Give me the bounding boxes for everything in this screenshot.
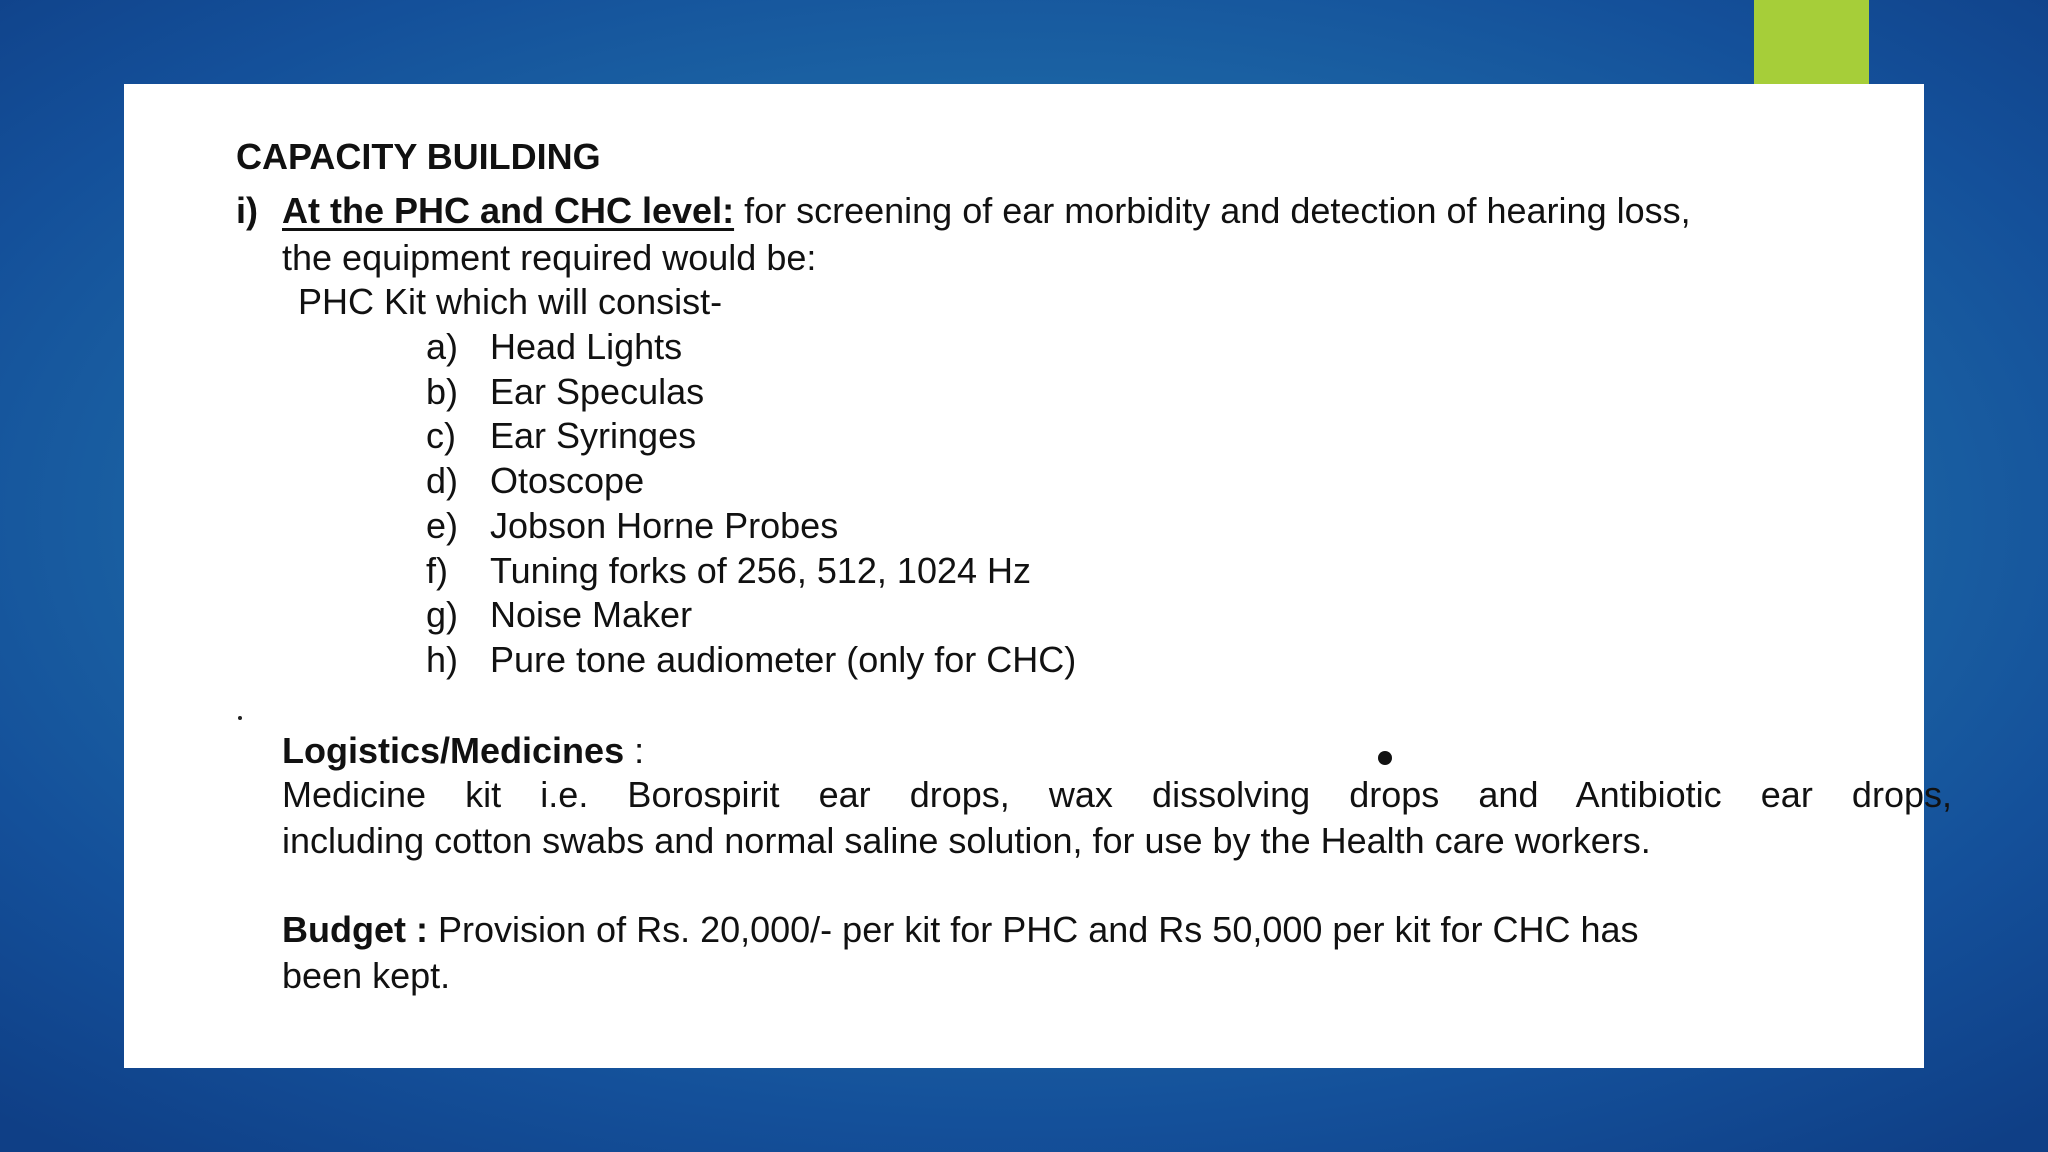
slide-panel: [124, 84, 1952, 1068]
logistics-line-2: including cotton swabs and normal saline solution, for use by the Health care workers.: [282, 820, 1651, 861]
list-item-label: Noise Maker: [490, 594, 693, 635]
logistics-heading: Logistics/Medicines: [282, 730, 625, 771]
budget-text: Provision of Rs. 20,000/- per kit for PHC and Rs 50,000 per kit for CHC has: [437, 909, 1639, 950]
kit-intro: PHC Kit which will consist-: [298, 281, 723, 322]
list-item-label: Otoscope: [490, 460, 645, 501]
accent-block: [1754, 0, 1869, 84]
list-item-letter: f): [426, 550, 448, 591]
budget-label: Budget :: [282, 909, 428, 950]
budget-second-line: been kept.: [282, 955, 451, 996]
list-item-letter: h): [426, 639, 459, 680]
section-i-second-line: the equipment required would be:: [282, 237, 817, 278]
list-item-label: Tuning forks of 256, 512, 1024 Hz: [490, 550, 1032, 591]
list-item-letter: c): [426, 415, 456, 456]
list-item-label: Ear Syringes: [490, 415, 697, 456]
page-title: CAPACITY BUILDING: [236, 136, 601, 177]
section-i-first-line: [282, 190, 1952, 232]
list-item-letter: d): [426, 460, 459, 501]
bullet-dot: [1378, 751, 1392, 765]
list-item-label: Ear Speculas: [490, 371, 705, 412]
list-item-label: Jobson Horne Probes: [490, 505, 839, 546]
section-i-heading: At the PHC and CHC level:: [282, 190, 735, 231]
list-item-letter: b): [426, 371, 459, 412]
section-marker: i): [236, 190, 258, 231]
budget-first-line: [282, 909, 1639, 951]
logistics-heading-line: [282, 730, 644, 772]
list-item-letter: g): [426, 594, 459, 635]
list-item-label: Pure tone audiometer (only for CHC): [490, 639, 1077, 680]
logistics-separator: :: [634, 730, 645, 771]
list-item-letter: a): [426, 326, 459, 367]
section-i-text: for screening of ear morbidity and detection of hearing loss,: [744, 190, 1691, 231]
list-item-label: Head Lights: [490, 326, 683, 367]
list-item-letter: e): [426, 505, 459, 546]
logistics-line-1: Medicine kit i.e. Borospirit ear drops, wax dissolving drops and Antibiotic ear drops,: [282, 774, 1952, 815]
stray-dot: [238, 716, 242, 720]
